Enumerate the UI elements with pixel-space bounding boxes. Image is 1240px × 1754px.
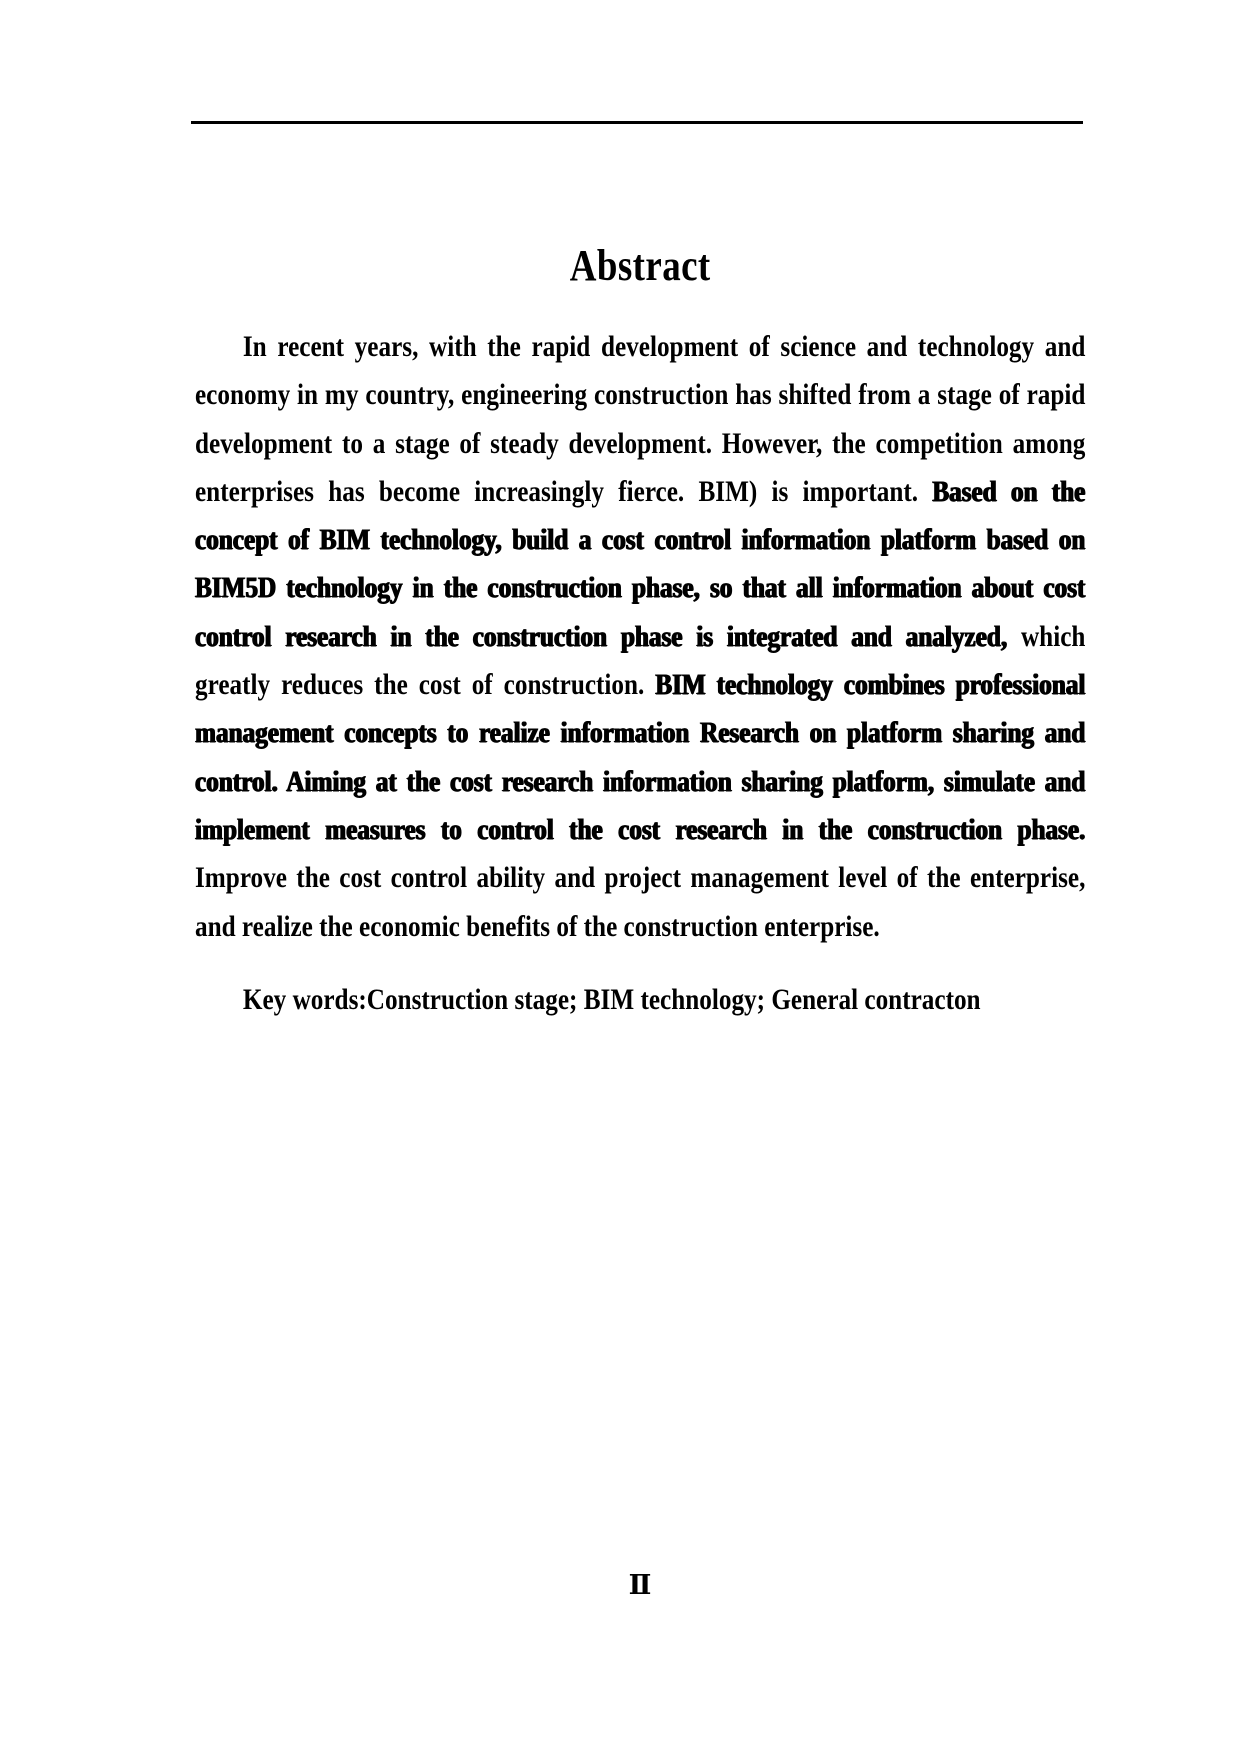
keywords-line: Key words:Construction stage; BIM technology; General contracton <box>242 983 981 1016</box>
heavy-text-segment: BIM5D technology in the construction phase, so that all information about cost <box>195 571 1086 605</box>
text-segment: and realize the economic benefits of the construction enterprise. <box>195 909 880 943</box>
text-segment: greatly reduces the cost of construction. <box>195 668 656 702</box>
paragraph-line <box>195 564 1085 612</box>
text-segment: enterprises has become increasingly fierce. BIM) is important. <box>195 474 933 508</box>
header-rule <box>191 121 1083 124</box>
text-segment: economy in my country, engineering construction has shifted from a stage of rapid <box>195 378 1086 412</box>
paragraph-line <box>195 806 1085 854</box>
text-segment: In recent years, with the rapid development of science and technology and <box>242 330 1086 363</box>
abstract-paragraph <box>195 323 1085 951</box>
paragraph-line <box>195 420 1085 468</box>
paragraph-line <box>195 371 1085 419</box>
heavy-text-segment: control research in the construction phase is integrated and analyzed, <box>195 619 1021 653</box>
paragraph-line <box>195 323 1085 371</box>
paragraph-line <box>195 468 1085 516</box>
text-segment: development to a stage of steady development. However, the competition among <box>195 426 1086 460</box>
paragraph-line <box>195 758 1085 806</box>
paragraph-line <box>195 661 1085 709</box>
heavy-text-segment: control. Aiming at the cost research information sharing platform, simulate and <box>195 764 1086 798</box>
page-number: Ⅱ <box>628 1570 652 1600</box>
paragraph-line <box>195 709 1085 757</box>
heavy-text-segment: implement measures to control the cost research in the construction phase. <box>195 812 1086 846</box>
paragraph-line <box>195 854 1085 902</box>
text-segment: Improve the cost control ability and project management level of the enterprise, <box>195 861 1086 895</box>
text-segment: which <box>1020 619 1086 653</box>
paragraph-line <box>195 516 1085 564</box>
heavy-text-segment: concept of BIM technology, build a cost control information platform based on <box>195 523 1086 557</box>
paragraph-line <box>195 613 1085 661</box>
heavy-text-segment: management concepts to realize information Research on platform sharing and <box>195 716 1086 750</box>
heavy-text-segment: BIM technology combines professional <box>655 668 1086 702</box>
heavy-text-segment: Based on the <box>932 474 1086 508</box>
paragraph-line <box>195 903 1085 951</box>
page-title: Abstract <box>569 241 711 290</box>
